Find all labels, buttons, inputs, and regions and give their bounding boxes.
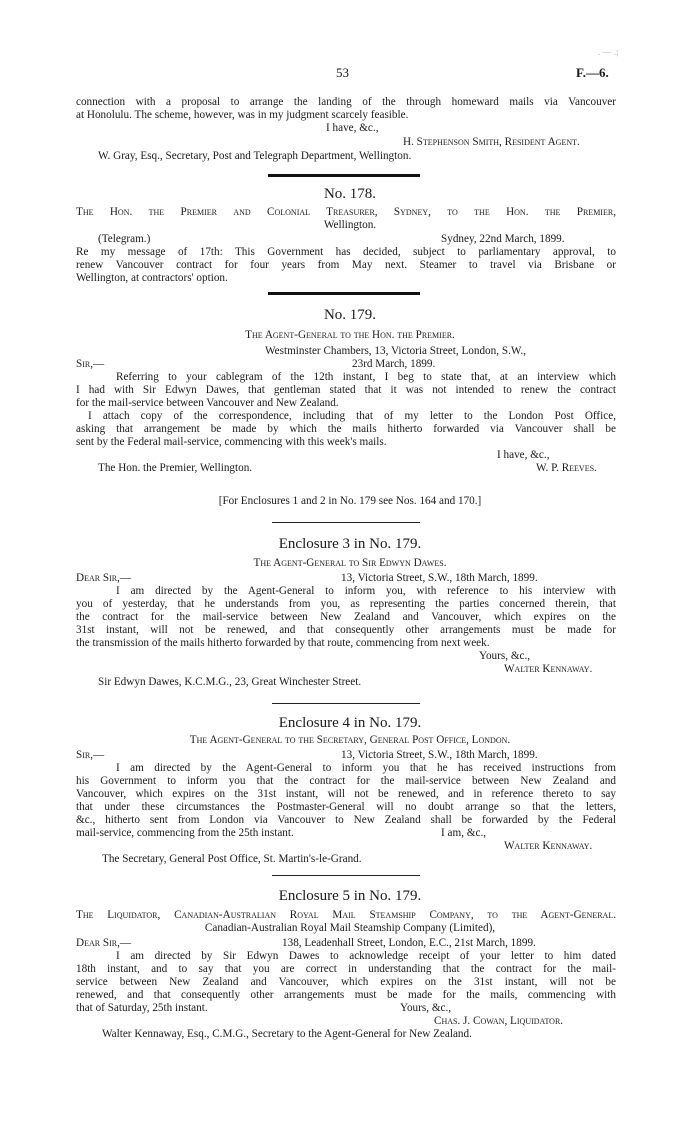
enc5-signature: Chas. J. Cowan, Liquidator. [434,1015,564,1027]
no179-date: 23rd March, 1899. [352,358,436,370]
no178-body-line-2: renew Vancouver contract for four years from May next. Steamer to travel via Brisbane or [76,259,616,271]
page-reference: F.—6. [576,65,609,80]
enc5-line-2: 18th instant, and to say that you are correct in understanding that the contract for the mail- [76,963,616,975]
enc4-line-4: that under these circumstances the Postmaster-General will no doubt arrange so that the letters, [76,801,616,813]
no178-body-line-3: Wellington, at contractors' option. [76,272,228,284]
enc3-line-4: 31st instant, will not be renewed, and that consequently other arrangements must be made for [76,624,616,636]
corner-mark: . — .; [598,47,619,57]
enc4-addressee: The Secretary, General Post Office, St. Martin's-le-Grand. [102,853,362,865]
enc3-salutation: Dear Sir,— [76,572,132,584]
top-line-1: connection with a proposal to arrange the landing of the through homeward mails via Vancouver [76,96,616,108]
enc3-addressee: Sir Edwyn Dawes, K.C.M.G., 23, Great Winchester Street. [98,676,362,688]
enc4-line-1: I am directed by the Agent-General to inform you that he has received instructions from [116,762,616,774]
enc5-line-5: that of Saturday, 25th instant. [76,1002,208,1014]
enc5-address: 138, Leadenhall Street, London, E.C., 21st March, 1899. [282,937,536,949]
top-signature: H. Stephenson Smith, Resident Agent. [403,136,580,148]
section-rule [272,522,420,523]
page-number: 53 [336,65,349,80]
enc4-from: The Agent-General to the Secretary, General Post Office, London. [189,734,511,746]
no179-enclosure-note: [For Enclosures 1 and 2 in No. 179 see Nos. 164 and 170.] [218,495,482,507]
no179-p1-line-1: Referring to your cablegram of the 12th instant, I beg to state that, at an interview which [116,371,616,383]
enc4-salutation: Sir,— [76,749,105,761]
section-rule [268,174,420,177]
heading-no-178: No. 178. [323,186,377,202]
enc3-from: The Agent-General to Sir Edwyn Dawes. [253,557,447,569]
enc5-line-3: service between New Zealand and Vancouver, which expires on the 31st instant, will not be [76,976,616,988]
enc5-from-line-2: Canadian-Australian Royal Mail Steamship Company (Limited), [204,922,496,934]
top-addressee: W. Gray, Esq., Secretary, Post and Telegraph Department, Wellington. [98,150,412,162]
enc5-closing: Yours, &c., [400,1002,452,1014]
no179-p1-line-3: for the mail-service between Vancouver and New Zealand. [76,397,339,409]
enc4-line-5: &c., hitherto sent from London via Vancouver to New Zealand shall be forwarded by the Federal [76,814,616,826]
section-rule [272,875,420,876]
no179-salutation: Sir,— [76,358,105,370]
no178-from-line-1: The Hon. the Premier and Colonial Treasurer, Sydney, to the Hon. the Premier, [76,206,616,218]
enc4-line-2: his Government to inform you that the contract for the mail-service between New Zealand and [76,775,616,787]
no179-p1-line-2: I had with Sir Edwyn Dawes, that gentleman stated that it was not intended to renew the contract [76,384,616,396]
top-closing: I have, &c., [326,122,379,134]
heading-no-179: No. 179. [323,307,377,323]
section-rule [272,703,420,704]
no179-signature: W. P. Reeves. [536,462,597,474]
top-line-2: at Honolulu. The scheme, however, was in my judgment scarcely feasible. [76,109,409,121]
no178-date: Sydney, 22nd March, 1899. [441,233,565,245]
no179-address: Westminster Chambers, 13, Victoria Street, London, S.W., [265,345,526,357]
no179-from: The Agent-General to the Hon. the Premier. [245,329,455,341]
no179-p2-line-3: sent by the Federal mail-service, commencing with this week's mails. [76,436,387,448]
no179-p2-line-1: I attach copy of the correspondence, including that of my letter to the London Post Office, [88,410,616,422]
enc5-addressee: Walter Kennaway, Esq., C.M.G., Secretary to the Agent-General for New Zealand. [102,1028,472,1040]
enc5-salutation: Dear Sir,— [76,937,132,949]
enc3-closing: Yours, &c., [479,650,531,662]
enc3-line-2: you of yesterday, that he understands from you, as representing the parties concerned therein, that [76,598,616,610]
no179-p2-line-2: asking that arrangement be made by which the mails hitherto forwarded via Vancouver shall be [76,423,616,435]
heading-enclosure-5: Enclosure 5 in No. 179. [278,888,422,904]
enc3-line-3: the contract for the mail-service between New Zealand and Vancouver, which expires on the [76,611,616,623]
enc4-line-6: mail-service, commencing from the 25th instant. [76,827,294,839]
enc3-line-5: the transmission of the mails hitherto forwarded by that route, commencing from next week. [76,637,490,649]
enc3-line-1: I am directed by the Agent-General to inform you, with reference to his interview with [116,585,616,597]
enc4-line-3: Vancouver, which expires on the 31st instant, will not be renewed, and in reference thereto to say [76,788,616,800]
enc3-address: 13, Victoria Street, S.W., 18th March, 1899. [341,572,538,584]
enc4-closing: I am, &c., [441,827,487,839]
no178-body-line-1: Re my message of 17th: This Government has decided, subject to parliamentary approval, to [76,246,616,258]
heading-enclosure-4: Enclosure 4 in No. 179. [278,715,422,731]
enc5-line-4: renewed, and that consequently other arrangements must be made for the mails, commencing with [76,989,616,1001]
enc4-address: 13, Victoria Street, S.W., 18th March, 1899. [341,749,538,761]
enc5-line-1: I am directed by Sir Edwyn Dawes to acknowledge receipt of your letter to him dated [116,950,616,962]
no178-from-line-2: Wellington. [323,219,377,231]
no179-closing: I have, &c., [497,449,550,461]
no178-type: (Telegram.) [98,233,151,245]
enc3-signature: Walter Kennaway. [504,663,593,675]
section-rule [268,292,420,295]
enc4-signature: Walter Kennaway. [504,840,593,852]
enc5-from-line-1: The Liquidator, Canadian-Australian Royal Mail Steamship Company, to the Agent-General. [76,909,616,921]
no179-addressee: The Hon. the Premier, Wellington. [98,462,253,474]
heading-enclosure-3: Enclosure 3 in No. 179. [278,536,422,552]
